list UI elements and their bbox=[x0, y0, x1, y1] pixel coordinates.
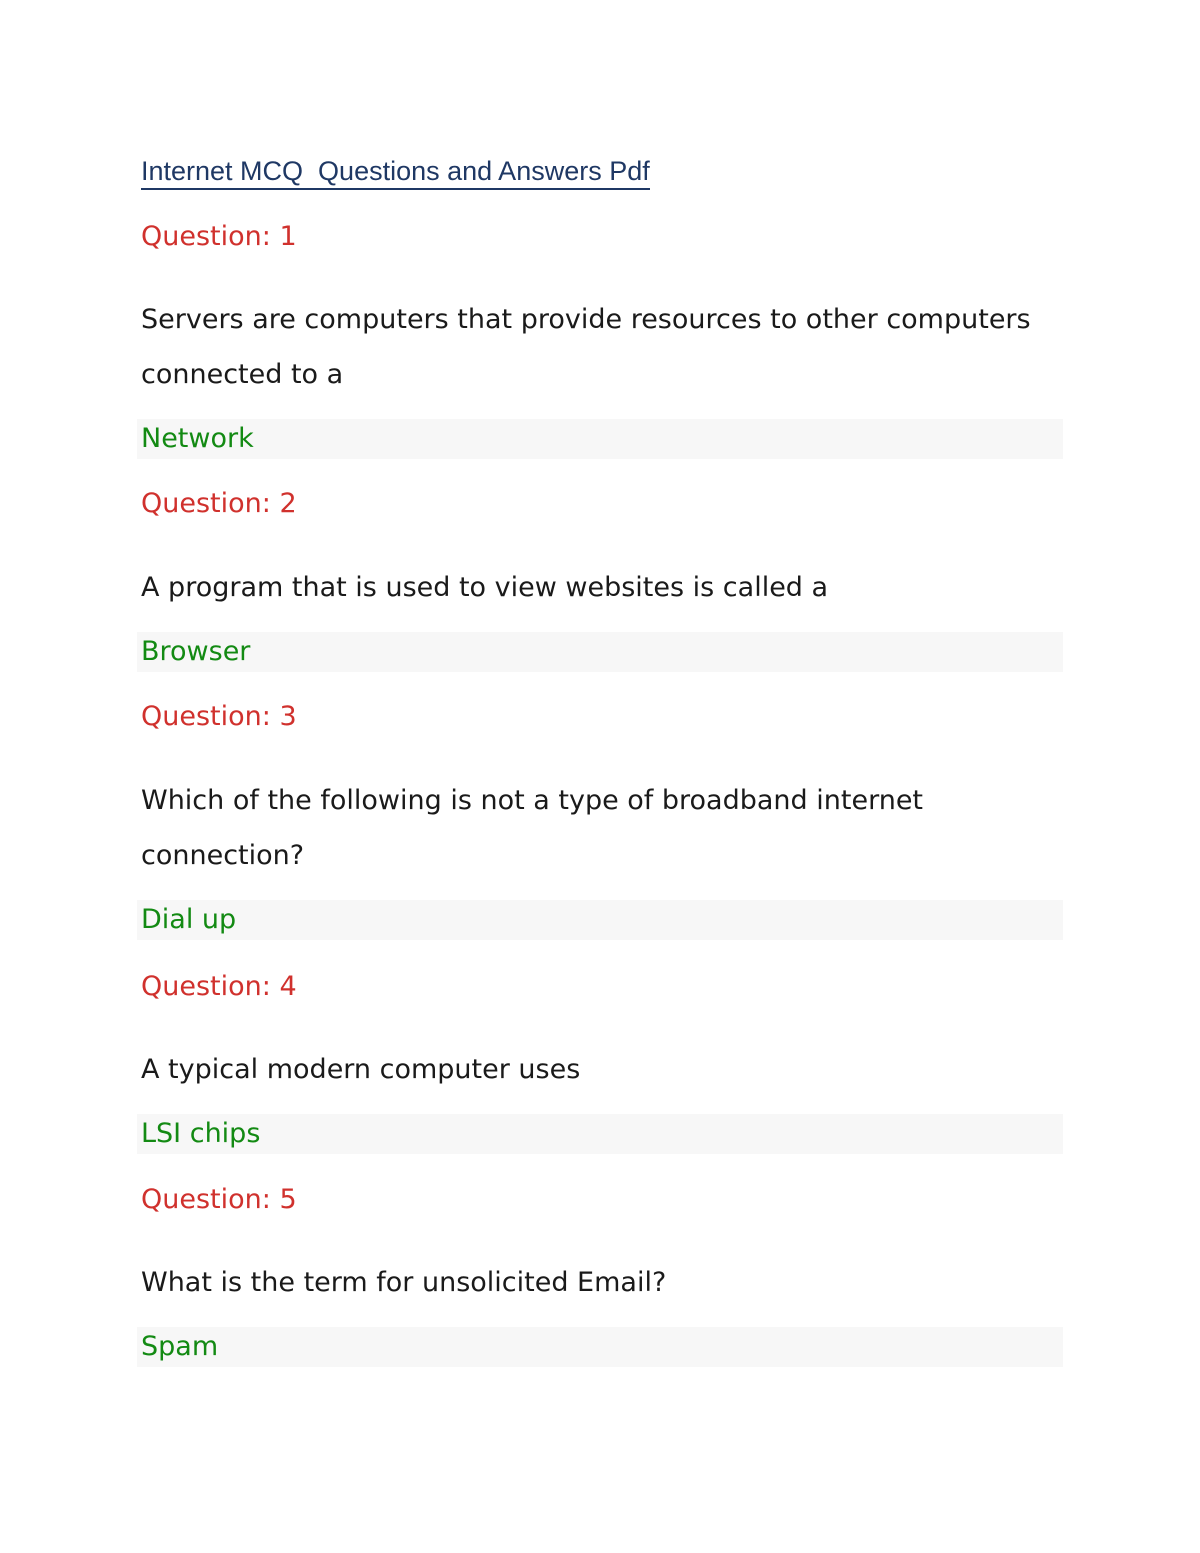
question-text: Servers are computers that provide resources to other computers connected to a bbox=[141, 304, 1031, 390]
question-label: Question: 5 bbox=[141, 1184, 297, 1215]
document-title: Internet MCQ Questions and Answers Pdf bbox=[141, 154, 650, 190]
question-label: Question: 2 bbox=[141, 488, 297, 519]
question-text: What is the term for unsolicited Email? bbox=[141, 1267, 667, 1298]
answer-text: LSI chips bbox=[141, 1118, 261, 1149]
question-label: Question: 3 bbox=[141, 701, 297, 732]
answer-block bbox=[137, 1114, 1063, 1154]
answer-text: Dial up bbox=[141, 904, 237, 935]
answer-text: Network bbox=[141, 423, 254, 454]
answer-text: Spam bbox=[141, 1331, 219, 1362]
answer-block bbox=[137, 632, 1063, 672]
question-text: A typical modern computer uses bbox=[141, 1054, 581, 1085]
answer-text: Browser bbox=[141, 636, 251, 667]
question-label: Question: 1 bbox=[141, 221, 297, 252]
answer-block bbox=[137, 419, 1063, 459]
question-text: A program that is used to view websites is called a bbox=[141, 572, 829, 603]
answer-block bbox=[137, 1327, 1063, 1367]
question-label: Question: 4 bbox=[141, 971, 297, 1002]
question-text: Which of the following is not a type of broadband internet connection? bbox=[141, 785, 924, 871]
answer-block bbox=[137, 900, 1063, 940]
